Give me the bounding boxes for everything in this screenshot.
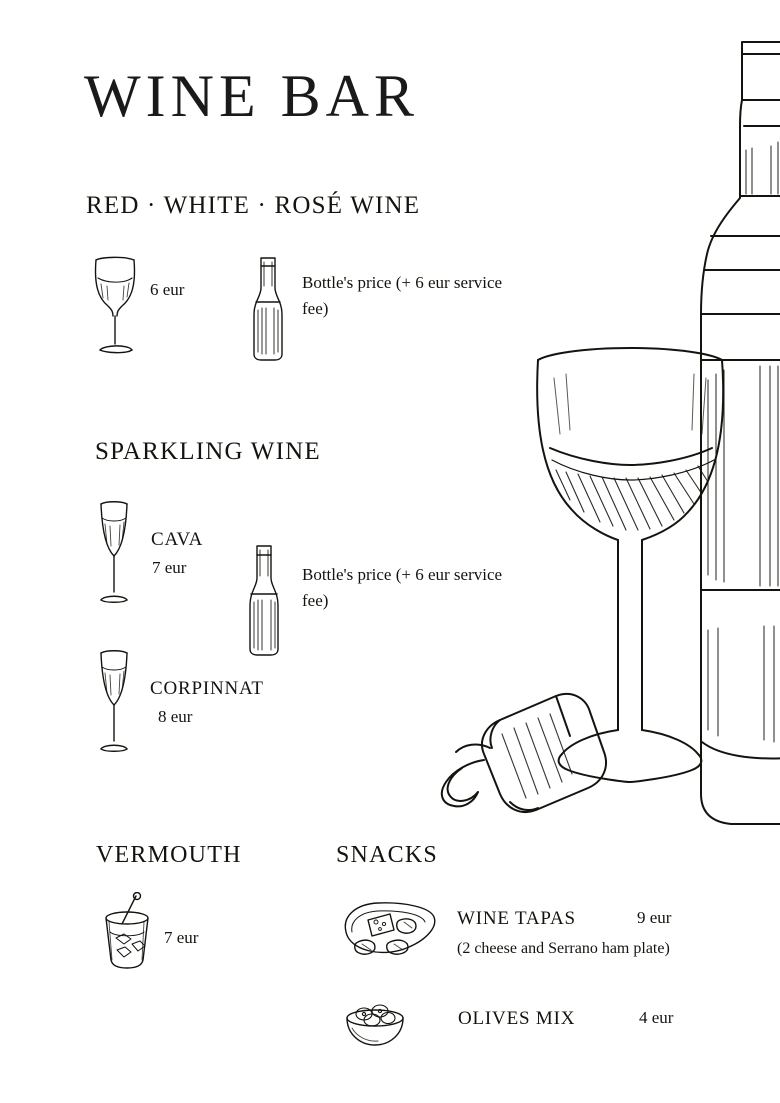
section-heading-sparkling-wine: SPARKLING WINE <box>95 438 321 465</box>
champagne-flute-icon <box>92 496 136 612</box>
page-title: WINE BAR <box>84 63 419 129</box>
item-price-olives-mix: 4 eur <box>639 1008 674 1027</box>
item-price-corpinnat: 8 eur <box>158 707 193 726</box>
item-price-cava: 7 eur <box>152 558 187 577</box>
section-heading-snacks: SNACKS <box>336 842 438 868</box>
wine-bottle-icon <box>246 252 290 362</box>
item-name-wine-tapas: WINE TAPAS <box>457 908 576 929</box>
olives-bowl-icon <box>340 994 410 1052</box>
tapas-plate-icon <box>338 898 438 964</box>
item-price-wine-tapas: 9 eur <box>637 908 672 927</box>
still-wine-bottle-price: Bottle's price (+ 6 eur service fee) <box>302 273 503 318</box>
item-name-corpinnat: CORPINNAT <box>150 678 264 699</box>
wine-illustration <box>430 30 780 840</box>
section-heading-vermouth: VERMOUTH <box>96 842 242 868</box>
tumbler-glass-icon <box>92 892 162 972</box>
champagne-flute-icon <box>92 645 136 761</box>
item-name-olives-mix: OLIVES MIX <box>458 1008 576 1029</box>
item-description-wine-tapas: (2 cheese and Serrano ham plate) <box>457 940 670 957</box>
sparkling-bottle-price: Bottle's price (+ 6 eur service fee) <box>302 565 503 610</box>
wine-bottle-icon <box>240 540 288 660</box>
wine-glass-icon <box>88 250 142 360</box>
item-name-cava: CAVA <box>151 529 204 550</box>
still-wine-glass-price: 6 eur <box>150 280 185 299</box>
item-price-vermouth: 7 eur <box>164 928 199 947</box>
section-heading-still-wine: RED · WHITE · ROSÉ WINE <box>86 192 421 219</box>
